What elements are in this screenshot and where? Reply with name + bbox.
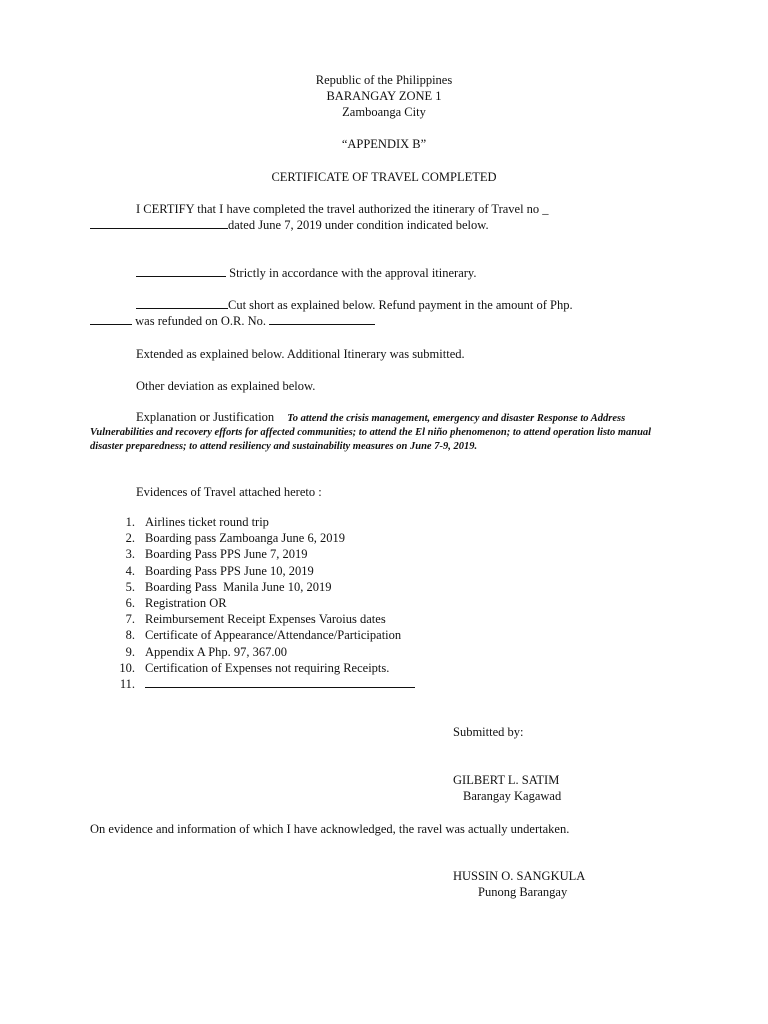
list-item: 1. Airlines ticket round trip	[125, 515, 269, 529]
certify-date-text: dated June 7, 2019 under condition indicated below.	[228, 218, 489, 232]
submitted-by-label: Submitted by:	[453, 725, 524, 739]
header-barangay: BARANGAY ZONE 1	[326, 89, 442, 103]
list-item: 2. Boarding pass Zamboanga June 6, 2019	[125, 531, 345, 546]
list-item: 4. Boarding Pass PPS June 10, 2019	[125, 563, 314, 578]
list-item: 7. Reimbursement Receipt Expenses Varoius dates	[125, 612, 386, 627]
list-item: 9. Appendix A Php. 97, 367.00	[125, 644, 288, 659]
cut-short-blank	[136, 298, 228, 309]
certify-statement-cont	[90, 218, 489, 233]
condition-extended: Extended as explained below. Additional Itinerary was submitted.	[136, 347, 465, 361]
justification-label: Explanation or Justification	[136, 410, 275, 424]
list-item: 6. Registration OR	[125, 595, 227, 610]
list-item: 5. Boarding Pass Manila June 10, 2019	[125, 579, 332, 594]
submitter-position: Barangay Kagawad	[463, 789, 562, 803]
refund-text: was refunded on O.R. No.	[135, 314, 267, 328]
blank-evidence-line	[145, 677, 415, 688]
travel-number-blank	[90, 218, 228, 229]
header-city: Zamboanga City	[342, 105, 426, 119]
list-item: 10. Certification of Expenses not requiring Receipts.	[119, 660, 390, 675]
justification-paragraph	[90, 410, 678, 454]
evidences-heading: Evidences of Travel attached hereto :	[136, 485, 322, 499]
acknowledgement-text: On evidence and information of which I have acknowledged, the ravel was actually undertaken.	[90, 822, 570, 836]
condition-cut-short-cont	[90, 314, 375, 329]
refund-amount-blank	[90, 314, 132, 325]
condition-other: Other deviation as explained below.	[136, 379, 316, 393]
justification-text: To attend the crisis management, emergency and disaster Response to Address Vulnerabilities and recovery efforts for affected communities; to attend the El niño phenomenon; to attend operation listo manual disaster preparedness; to attend resiliency and sustainability measures on June 7-9, 2019.	[90, 413, 652, 452]
cut-short-text: Cut short as explained below. Refund payment in the amount of Php.	[228, 298, 573, 312]
list-item: 3. Boarding Pass PPS June 7, 2019	[125, 547, 308, 562]
appendix-label: “APPENDIX B”	[341, 137, 427, 151]
or-number-blank	[269, 314, 375, 325]
strict-text: Strictly in accordance with the approval itinerary.	[229, 266, 477, 280]
condition-cut-short	[136, 298, 573, 313]
approver-name: HUSSIN O. SANGKULA	[453, 869, 586, 883]
certify-statement: I CERTIFY that I have completed the travel authorized the itinerary of Travel no _	[136, 202, 549, 216]
condition-strict	[136, 266, 476, 281]
list-item: 8. Certificate of Appearance/Attendance/Participation	[125, 628, 402, 643]
document-title: CERTIFICATE OF TRAVEL COMPLETED	[271, 170, 497, 184]
evidence-list	[108, 514, 415, 692]
strict-checkbox-blank	[136, 266, 226, 277]
header-republic: Republic of the Philippines	[315, 73, 453, 87]
approver-position: Punong Barangay	[478, 885, 568, 899]
list-item: 11.	[108, 676, 415, 692]
submitter-name: GILBERT L. SATIM	[453, 773, 560, 787]
